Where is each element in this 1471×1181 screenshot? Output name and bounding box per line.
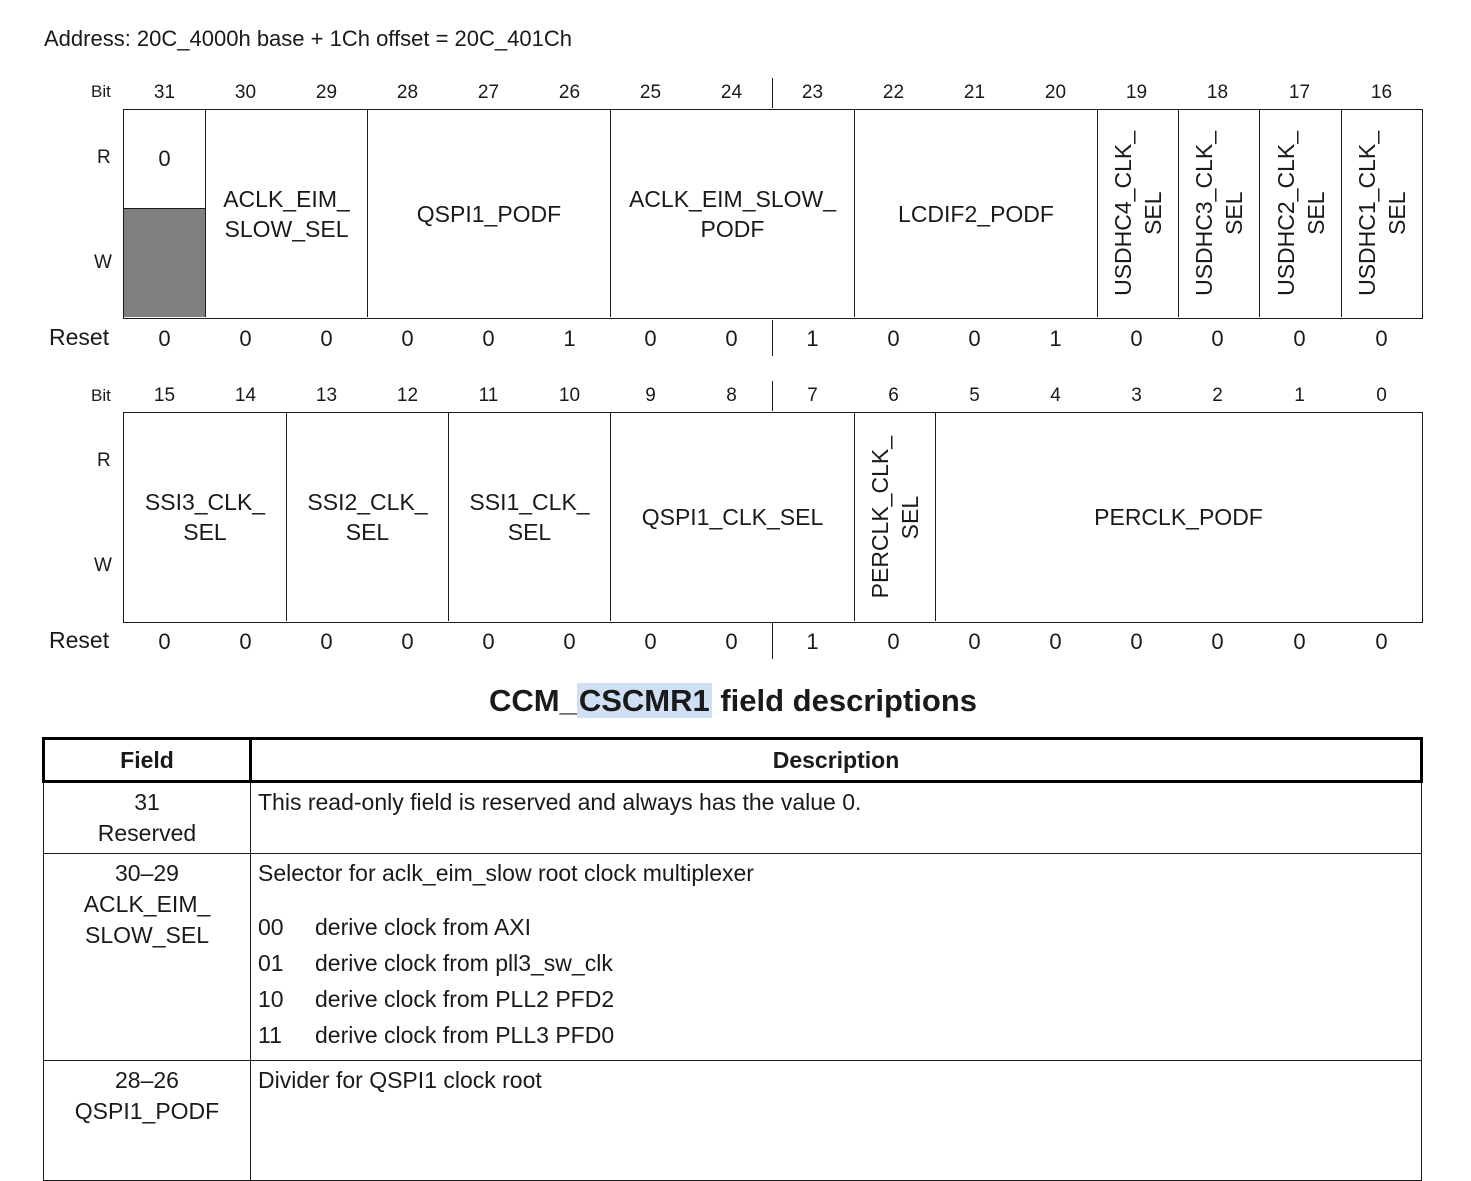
bit-number: 28 xyxy=(396,82,419,103)
bit-number: 27 xyxy=(477,82,500,103)
field-aclk-eim-slow-sel: ACLK_EIM_ SLOW_SEL xyxy=(206,110,368,317)
bit-number: 18 xyxy=(1206,82,1229,103)
reset-value: 0 xyxy=(887,326,900,351)
reset-value: 0 xyxy=(239,629,252,654)
bit-number: 15 xyxy=(153,385,176,406)
field-label-vertical: USDHC1_CLK_ SEL xyxy=(1353,131,1410,296)
option-code: 11 xyxy=(258,1021,282,1048)
section-title xyxy=(0,683,1466,719)
reset-value: 1 xyxy=(806,326,819,351)
reset-value: 1 xyxy=(1049,326,1062,351)
field-label-vertical: USDHC2_CLK_ SEL xyxy=(1272,131,1329,296)
bit-number: 7 xyxy=(807,385,818,406)
bit-number: 0 xyxy=(1376,385,1387,406)
reset-value: 0 xyxy=(644,629,657,654)
bit-number: 30 xyxy=(234,82,257,103)
description-text: Selector for aclk_eim_slow root clock multiplexer xyxy=(258,860,754,886)
write-row-label: W xyxy=(94,252,112,273)
write-row-label: W xyxy=(94,555,112,576)
reset-value: 0 xyxy=(320,629,333,654)
bit-number: 26 xyxy=(558,82,581,103)
option-text: derive clock from PLL3 PFD0 xyxy=(315,1021,615,1048)
option-text: derive clock from PLL2 PFD2 xyxy=(315,985,615,1012)
description-column-header: Description xyxy=(251,739,1422,782)
description-text: This read-only field is reserved and always has the value 0. xyxy=(258,789,862,815)
bit-row-label: Bit xyxy=(91,386,111,405)
description-cell xyxy=(251,782,1422,854)
reset-value: 0 xyxy=(644,326,657,351)
reset-row-label: Reset xyxy=(49,627,110,653)
description-text: Divider for QSPI1 clock root xyxy=(258,1067,542,1093)
reset-value: 0 xyxy=(482,326,495,351)
option-code: 01 xyxy=(258,949,284,976)
field-ssi3-clk-sel: SSI3_CLK_ SEL xyxy=(124,413,287,621)
reset-value: 0 xyxy=(1375,629,1388,654)
halfword-divider xyxy=(772,381,773,411)
field-bits: 31 xyxy=(134,789,160,815)
field-ssi1-clk-sel: SSI1_CLK_ SEL xyxy=(449,413,611,621)
list-item xyxy=(258,1017,1421,1053)
table-row xyxy=(44,1061,1422,1181)
field-qspi1-podf: QSPI1_PODF xyxy=(368,110,611,317)
field-column-header: Field xyxy=(44,739,251,782)
bit-number: 13 xyxy=(315,385,338,406)
reset-value: 0 xyxy=(563,629,576,654)
reset-value: 0 xyxy=(1293,629,1306,654)
field-bits: 28–26 xyxy=(115,1067,179,1093)
field-bits: 30–29 xyxy=(115,860,179,886)
reset-value: 0 xyxy=(482,629,495,654)
description-cell xyxy=(251,1061,1422,1181)
reset-value: 0 xyxy=(1130,629,1143,654)
bit-number: 10 xyxy=(558,385,581,406)
field-usdhc2-clk-sel xyxy=(1260,110,1342,317)
reset-row-label: Reset xyxy=(49,324,110,350)
bit-number: 22 xyxy=(882,82,905,103)
reset-value: 0 xyxy=(1375,326,1388,351)
bit-number: 3 xyxy=(1131,385,1142,406)
field-descriptions-table xyxy=(42,737,1423,1181)
bit-number: 5 xyxy=(969,385,980,406)
bit-number: 6 xyxy=(888,385,899,406)
reset-value: 0 xyxy=(401,326,414,351)
read-row-label: R xyxy=(97,450,111,471)
bit-number: 23 xyxy=(801,82,824,103)
field-lcdif2-podf: LCDIF2_PODF xyxy=(855,110,1098,317)
reserved-bit-write-shade xyxy=(124,209,205,317)
bit-number: 29 xyxy=(315,82,338,103)
upper-register-map xyxy=(123,109,1423,319)
reset-value: 0 xyxy=(158,326,171,351)
reset-value: 0 xyxy=(1293,326,1306,351)
bit-row-label: Bit xyxy=(91,82,111,101)
field-perclk-podf: PERCLK_PODF xyxy=(1094,504,1263,530)
field-usdhc3-clk-sel xyxy=(1179,110,1260,317)
bit-number: 4 xyxy=(1050,385,1061,406)
list-item xyxy=(258,981,1421,1017)
bit-number: 2 xyxy=(1212,385,1223,406)
bit-number: 11 xyxy=(478,385,499,406)
bit-number: 20 xyxy=(1044,82,1067,103)
title-suffix: field descriptions xyxy=(711,683,978,718)
reset-value: 1 xyxy=(806,629,819,654)
field-cell xyxy=(44,854,251,1061)
field-label-vertical: USDHC3_CLK_ SEL xyxy=(1191,131,1247,296)
reset-value: 0 xyxy=(158,629,171,654)
bit-number: 14 xyxy=(234,385,257,406)
reset-value: 0 xyxy=(320,326,333,351)
option-text: derive clock from AXI xyxy=(315,913,532,940)
field-name: Reserved xyxy=(97,820,197,846)
reset-value: 0 xyxy=(887,629,900,654)
field-qspi1-clk-sel: QSPI1_CLK_SEL xyxy=(611,413,855,621)
reset-value: 0 xyxy=(1130,326,1143,351)
option-code: 10 xyxy=(258,985,284,1012)
list-item xyxy=(258,909,1421,945)
reset-value: 0 xyxy=(401,629,414,654)
bit-number: 25 xyxy=(639,82,662,103)
description-cell xyxy=(251,854,1422,1061)
field-label-vertical: PERCLK_CLK_ SEL xyxy=(867,435,923,599)
reset-value: 0 xyxy=(239,326,252,351)
reset-value: 0 xyxy=(968,629,981,654)
reset-value: 0 xyxy=(725,326,738,351)
field-ssi2-clk-sel: SSI2_CLK_ SEL xyxy=(287,413,449,621)
bit-number: 19 xyxy=(1125,82,1148,103)
table-row xyxy=(44,782,1422,854)
bit-number: 17 xyxy=(1288,82,1311,103)
option-text: derive clock from pll3_sw_clk xyxy=(315,949,613,976)
bit-number: 12 xyxy=(396,385,419,406)
field-name: ACLK_EIM_ SLOW_SEL xyxy=(83,891,211,948)
field-aclk-eim-slow-podf: ACLK_EIM_SLOW_ PODF xyxy=(611,110,855,317)
bit-number: 1 xyxy=(1294,385,1305,406)
bit-number: 21 xyxy=(963,82,986,103)
lower-register-map xyxy=(123,412,1423,623)
option-code: 00 xyxy=(258,913,284,940)
field-label-vertical: USDHC4_CLK_ SEL xyxy=(1110,131,1166,296)
bit-number: 31 xyxy=(153,82,176,103)
reset-value: 0 xyxy=(725,629,738,654)
field-usdhc1-clk-sel xyxy=(1342,110,1421,317)
table-row xyxy=(44,854,1422,1061)
table-header-row xyxy=(44,739,1422,782)
reset-value: 0 xyxy=(1211,629,1224,654)
bit-number: 9 xyxy=(645,385,656,406)
register-address: Address: 20C_4000h base + 1Ch offset = 20C_401Ch xyxy=(44,26,572,51)
title-prefix: CCM_ xyxy=(488,683,577,718)
field-usdhc4-clk-sel xyxy=(1098,110,1179,317)
bit-number: 24 xyxy=(720,82,743,103)
reset-value: 0 xyxy=(1049,629,1062,654)
field-perclk-clk-sel xyxy=(855,413,936,621)
read-row-label: R xyxy=(97,147,111,168)
reset-value: 0 xyxy=(968,326,981,351)
field-name: QSPI1_PODF xyxy=(74,1098,220,1124)
halfword-divider xyxy=(772,623,773,659)
halfword-divider xyxy=(772,78,773,108)
bit-number: 16 xyxy=(1370,82,1393,103)
reset-value: 0 xyxy=(1211,326,1224,351)
reserved-bit-read-value: 0 xyxy=(124,110,206,209)
bit-number: 8 xyxy=(726,385,737,406)
field-cell xyxy=(44,1061,251,1181)
list-item xyxy=(258,945,1421,981)
halfword-divider xyxy=(772,320,773,356)
reset-value: 1 xyxy=(563,326,576,351)
field-cell xyxy=(44,782,251,854)
title-highlighted-register: CSCMR1 xyxy=(578,683,710,718)
